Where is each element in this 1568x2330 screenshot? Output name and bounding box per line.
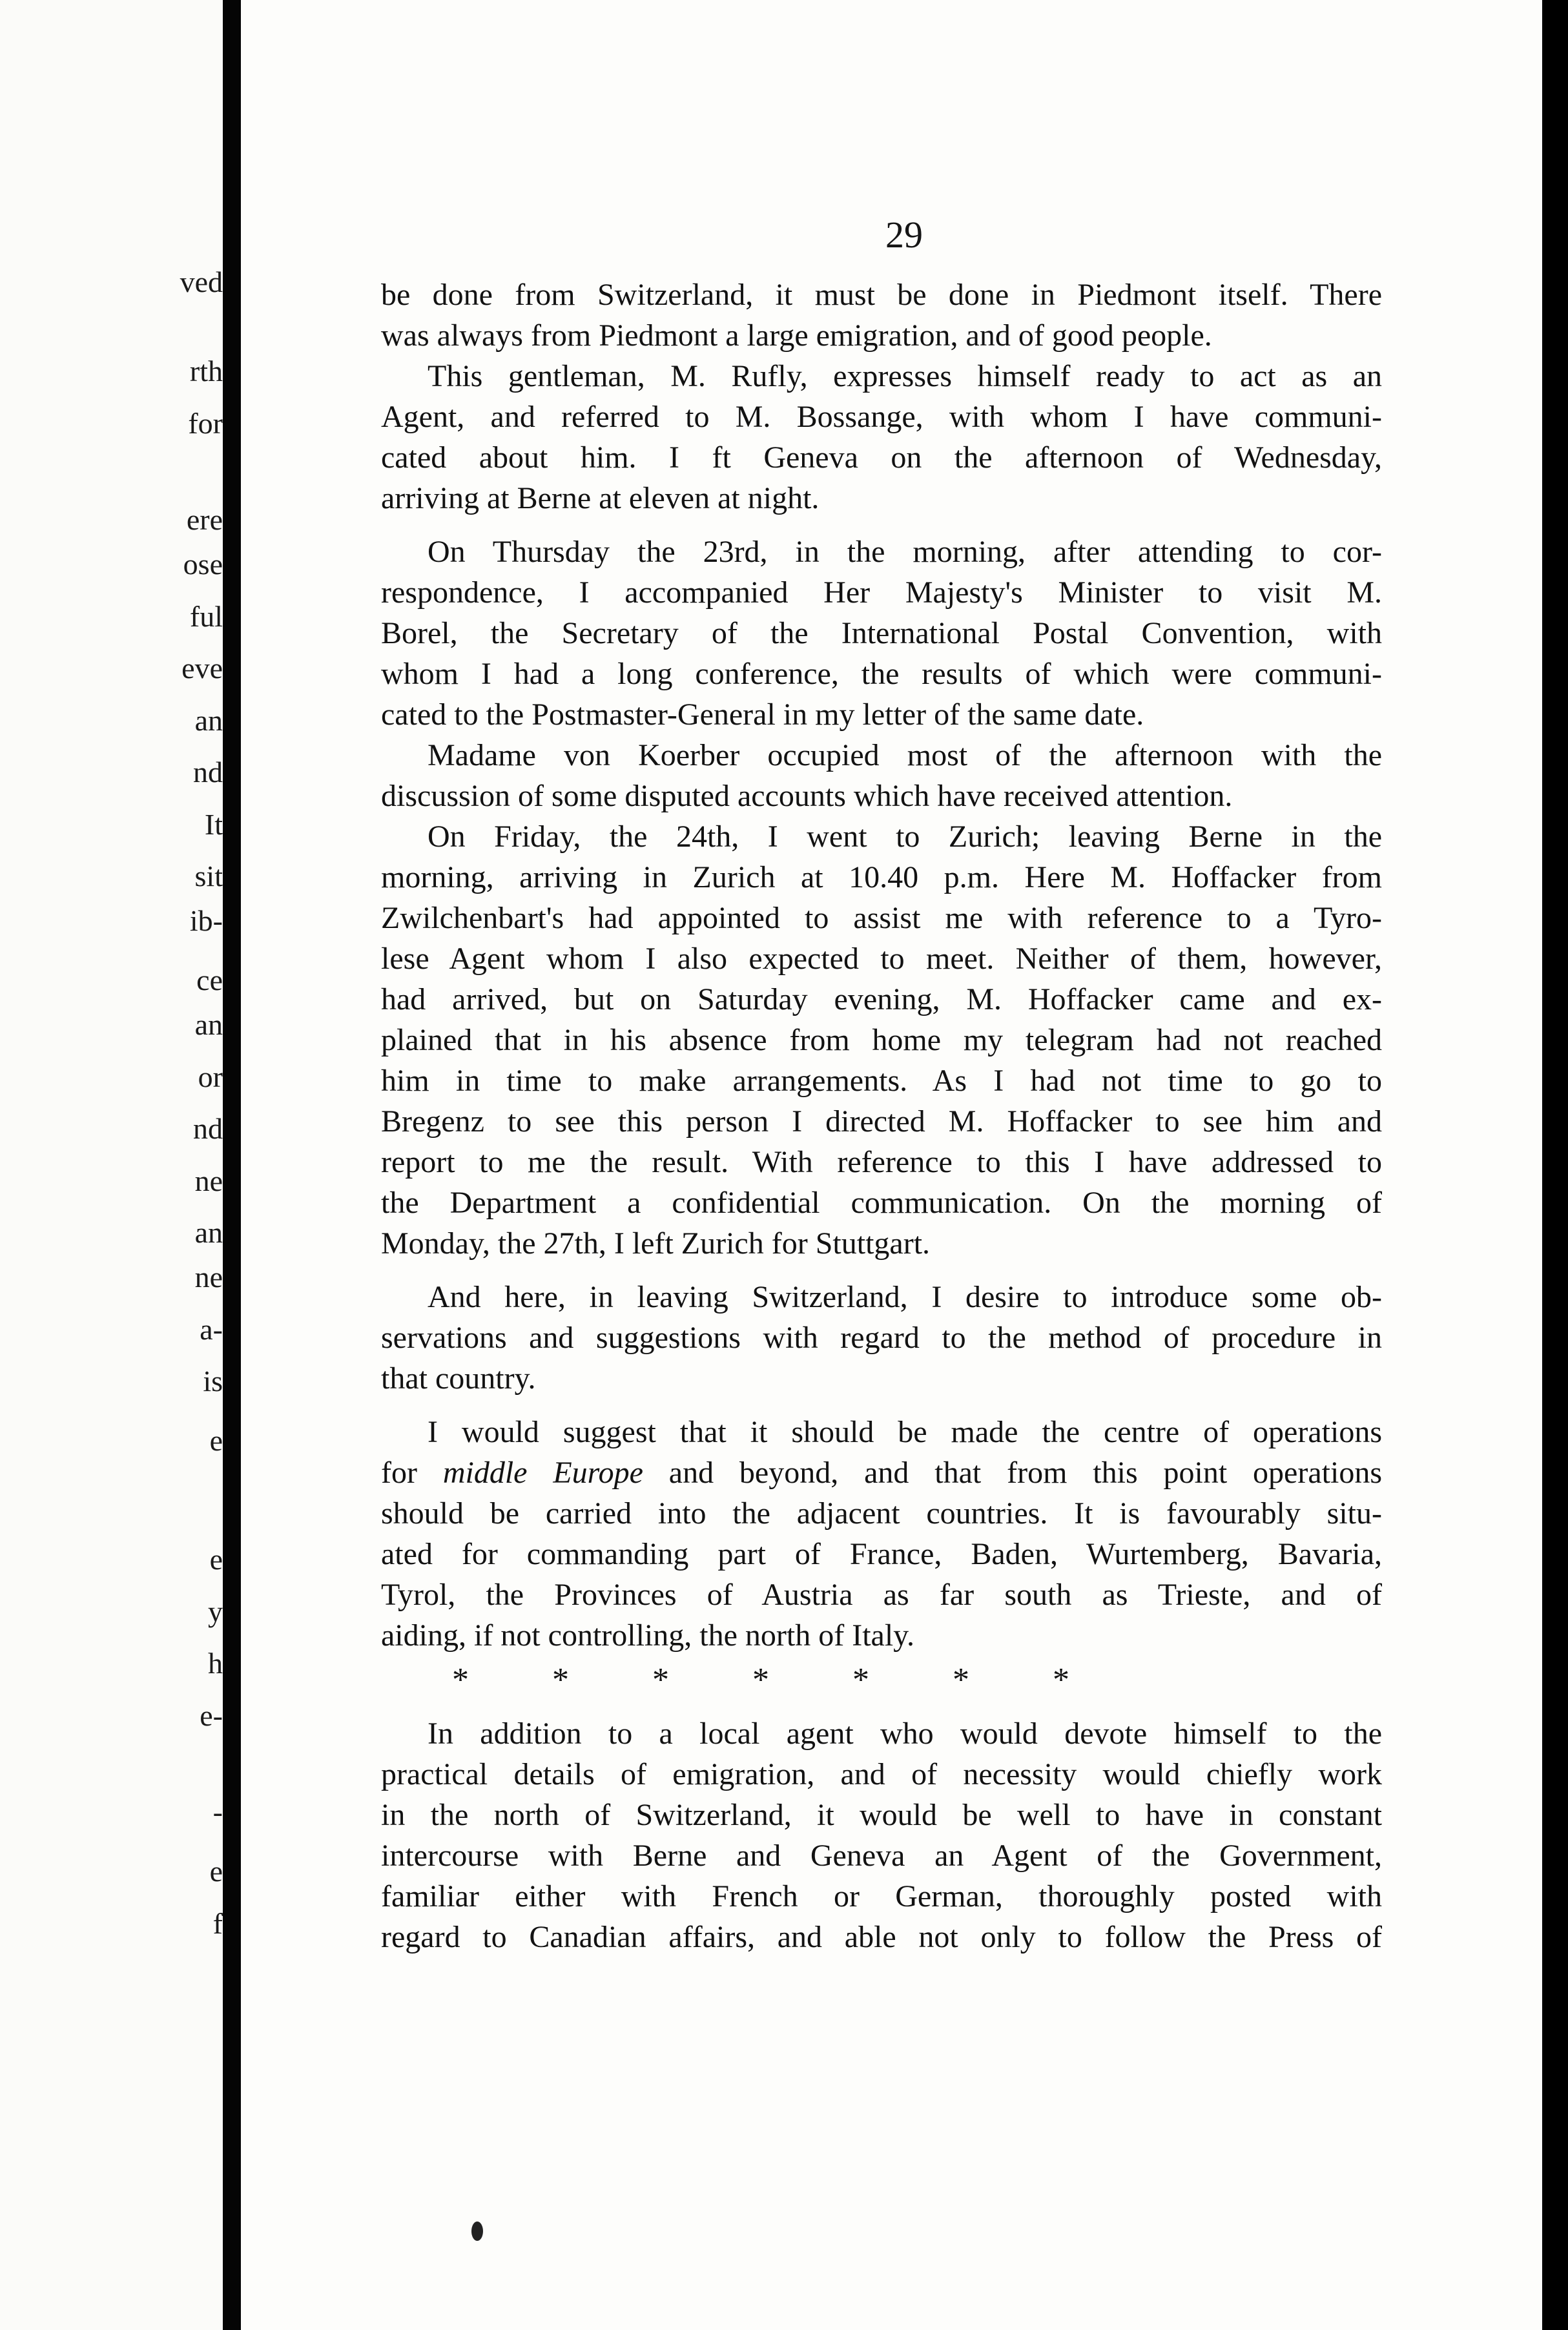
left-page-text-fragment: nd — [193, 1112, 223, 1145]
text-line: practical details of emigration, and of necessity would chiefly work — [381, 1757, 1382, 1791]
left-page-text-fragment: eve — [181, 652, 223, 685]
text-line: plained that in his absence from home my telegram had not reached — [381, 1023, 1382, 1057]
text-line: aiding, if not controlling, the north of Italy. — [381, 1618, 915, 1653]
left-page-text-fragment: ful — [189, 599, 223, 633]
left-page-text-fragment: ne — [194, 1164, 223, 1197]
page-edge — [1542, 0, 1568, 2330]
text-line: in the north of Switzerland, it would be well to have in constant — [381, 1798, 1382, 1832]
text-line: This gentleman, M. Rufly, expresses himself ready to act as an — [428, 359, 1382, 393]
left-page-text-fragment: sit — [194, 860, 223, 892]
text-line: regard to Canadian affairs, and able not only to follow the Press of — [381, 1920, 1382, 1954]
left-page-text-fragment: e- — [200, 1698, 223, 1732]
text-line: Bregenz to see this person I directed M. Hoffacker to see him and — [381, 1104, 1382, 1139]
left-page-text-fragment: ib- — [189, 904, 223, 937]
left-page-text-fragment: for — [188, 406, 223, 440]
text-line: And here, in leaving Switzerland, I desire to introduce some ob- — [428, 1280, 1382, 1314]
left-page-text-fragment: ce — [196, 964, 223, 996]
text-line: cated to the Postmaster-General in my letter of the same date. — [381, 697, 1144, 732]
left-page-text-fragment: is — [203, 1365, 223, 1397]
text-line: Borel, the Secretary of the International Postal Convention, with — [381, 616, 1382, 650]
text-line: arriving at Berne at eleven at night. — [381, 481, 820, 515]
page-gutter — [223, 0, 241, 2330]
left-facing-page-fragment — [0, 0, 223, 2330]
text-line: morning, arriving in Zurich at 10.40 p.m. Here M. Hoffacker from — [381, 860, 1382, 894]
text-line: for middle Europe and beyond, and that from this point operations — [381, 1456, 1383, 1490]
left-page-text-fragment: f — [212, 1906, 223, 1940]
left-page-text-fragment: - — [212, 1795, 223, 1828]
left-page-text-fragment: h — [208, 1647, 223, 1680]
left-page-text-fragment: e — [209, 1855, 223, 1888]
left-page-text-fragment: rth — [189, 355, 223, 387]
text-line: servations and suggestions with regard to the method of procedure in — [381, 1321, 1382, 1355]
text-line: cated about him. I ft Geneva on the afternoon of Wednesday, — [381, 440, 1382, 475]
italic-phrase: middle Europe — [442, 1456, 643, 1490]
text-line: whom I had a long conference, the results of which were communi- — [381, 657, 1382, 691]
text-line: discussion of some disputed accounts which have received attention. — [381, 779, 1233, 813]
left-page-text-fragment: y — [208, 1594, 223, 1628]
text-line: should be carried into the adjacent countries. It is favourably situ- — [381, 1496, 1382, 1531]
page-number: 29 — [885, 214, 923, 256]
left-page-text-fragment: an — [194, 703, 223, 737]
left-page-text-fragment: a- — [200, 1312, 223, 1346]
left-page-text-fragment: ne — [194, 1261, 223, 1294]
left-page-text-fragment: ose — [183, 548, 223, 581]
left-page-text-fragment: e — [209, 1543, 223, 1576]
text-line: Madame von Koerber occupied most of the afternoon with the — [428, 738, 1382, 772]
left-page-text-fragment: an — [194, 1216, 223, 1249]
left-page-text-fragment: e — [209, 1424, 223, 1457]
text-line: was always from Piedmont a large emigration, and of good people. — [381, 318, 1212, 353]
text-line: ated for commanding part of France, Baden, Wurtemberg, Bavaria, — [381, 1537, 1382, 1571]
left-page-text-fragment: ved — [180, 265, 223, 298]
body-text — [381, 274, 1382, 1957]
text-line: report to me the result. With reference to this I have addressed to — [381, 1145, 1382, 1179]
text-line: the Department a confidential communication. On the morning of — [381, 1186, 1382, 1220]
left-page-text-fragment: It — [204, 807, 223, 841]
text-line: respondence, I accompanied Her Majesty's Minister to visit M. — [381, 575, 1382, 610]
left-page-text-fragment: nd — [193, 756, 223, 789]
text-line: be done from Switzerland, it must be done in Piedmont itself. There — [381, 278, 1382, 312]
text-line: familiar either with French or German, thoroughly posted with — [381, 1879, 1382, 1913]
left-page-text-fragment: an — [194, 1008, 223, 1041]
text-line: Monday, the 27th, I left Zurich for Stuttgart. — [381, 1226, 931, 1261]
text-line: On Thursday the 23rd, in the morning, after attending to cor- — [428, 535, 1382, 569]
text-line: intercourse with Berne and Geneva an Agent of the Government, — [381, 1839, 1382, 1873]
text-line: In addition to a local agent who would devote himself to the — [428, 1717, 1382, 1751]
left-page-text-fragment: ere — [186, 503, 223, 536]
text-line: that country. — [381, 1361, 536, 1396]
text-line: him in time to make arrangements. As I had not time to go to — [381, 1064, 1382, 1098]
ink-smudge — [471, 2222, 483, 2241]
text-line: On Friday, the 24th, I went to Zurich; leaving Berne in the — [428, 820, 1382, 854]
section-break-asterisks: * * * * * * * — [452, 1662, 1069, 1698]
text-line: Zwilchenbart's had appointed to assist me with reference to a Tyro- — [381, 901, 1382, 935]
text-line: I would suggest that it should be made the centre of operations — [428, 1415, 1382, 1449]
text-line: Tyrol, the Provinces of Austria as far south as Trieste, and of — [381, 1578, 1382, 1612]
text-line: had arrived, but on Saturday evening, M. Hoffacker came and ex- — [381, 982, 1382, 1016]
left-page-text-fragment: or — [198, 1060, 223, 1093]
text-line: Agent, and referred to M. Bossange, with whom I have communi- — [381, 400, 1382, 434]
text-line: lese Agent whom I also expected to meet. Neither of them, however, — [381, 942, 1382, 976]
